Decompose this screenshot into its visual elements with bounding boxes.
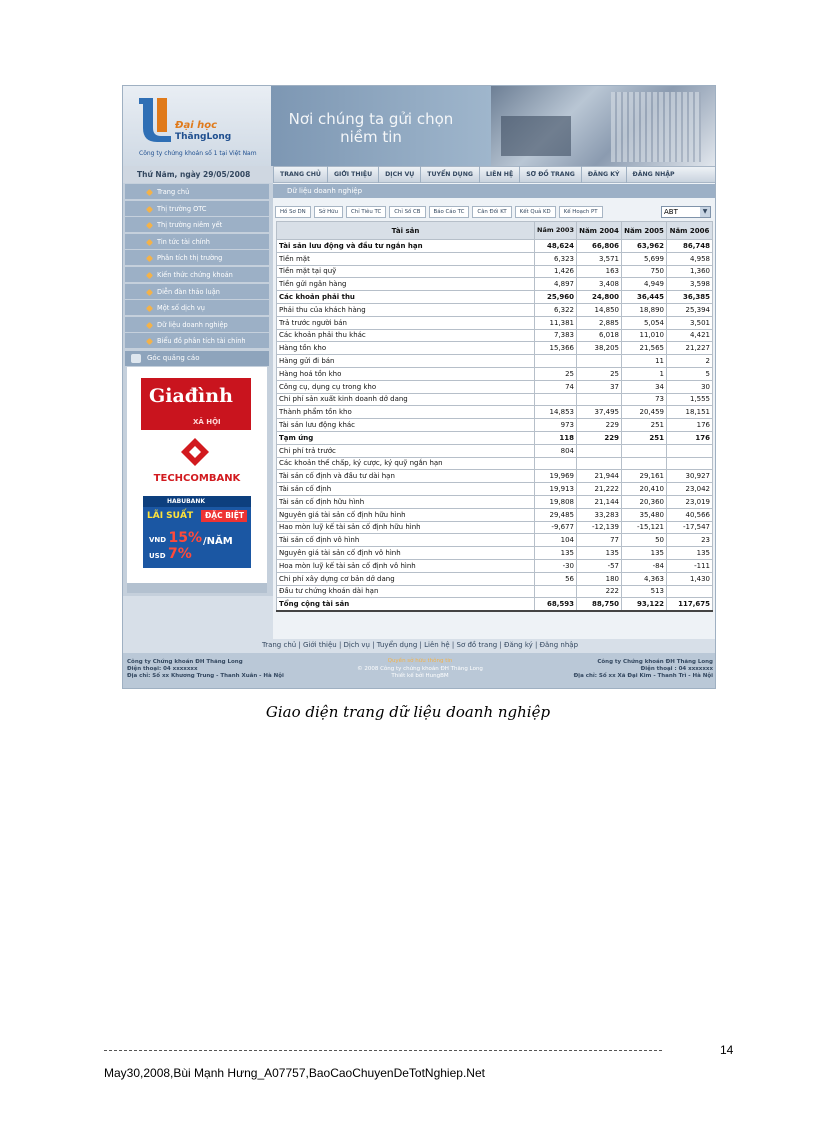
figure-caption: Giao diện trang dữ liệu doanh nghiệp — [265, 703, 551, 721]
sidebar-bottom — [127, 583, 267, 593]
table-row — [277, 278, 713, 291]
value-cell: 229 — [577, 419, 622, 432]
balance-sheet-table — [276, 221, 713, 612]
value-cell: 21,565 — [622, 342, 667, 355]
row-label: Chi phí sản xuất kinh doanh dở dang — [277, 393, 535, 406]
row-label: Tài sản cố định vô hình — [277, 534, 535, 547]
value-cell: 25,960 — [535, 291, 577, 304]
sidebar-item-label: Kiến thức chứng khoán — [157, 271, 233, 279]
table-row — [277, 303, 713, 316]
bullet-icon — [146, 272, 153, 279]
sidebar-item-label: Thị trường niêm yết — [157, 221, 223, 230]
logo-tagline: Công ty chứng khoán số 1 tại Việt Nam — [139, 150, 257, 157]
value-cell: 18,151 — [667, 406, 713, 419]
row-label: Nguyên giá tài sản cố định hữu hình — [277, 508, 535, 521]
row-label: Nguyên giá tài sản cố định vô hình — [277, 547, 535, 560]
value-cell: 14,853 — [535, 406, 577, 419]
separator: | — [532, 641, 540, 649]
sidebar-item[interactable] — [125, 300, 269, 316]
value-cell: 15,366 — [535, 342, 577, 355]
value-cell — [577, 355, 622, 368]
sidebar-item[interactable] — [125, 284, 269, 300]
value-cell: 11,381 — [535, 316, 577, 329]
value-cell: 973 — [535, 419, 577, 432]
report-tab[interactable]: Chỉ Tiêu TC — [346, 206, 386, 218]
table-row — [277, 406, 713, 419]
bullet-icon — [146, 255, 153, 262]
footer-link[interactable]: Liên hệ — [424, 641, 450, 649]
value-cell: -111 — [667, 559, 713, 572]
value-cell — [577, 444, 622, 457]
thanglong-logo-icon — [139, 98, 171, 142]
sidebar-item-label: Trang chủ — [157, 188, 190, 196]
table-row — [277, 534, 713, 547]
row-label: Đầu tư chứng khoán dài hạn — [277, 585, 535, 598]
value-cell: 4,949 — [622, 278, 667, 291]
value-cell: 56 — [535, 572, 577, 585]
value-cell: 25,394 — [667, 303, 713, 316]
bullet-icon — [146, 305, 153, 312]
page-number: 14 — [720, 1043, 734, 1057]
site-footer — [123, 653, 716, 689]
footer-left-line3: Địa chỉ: Số xx Khương Trung - Thanh Xuân - Hà Nội — [127, 673, 284, 679]
table-row — [277, 547, 713, 560]
bullet-icon — [146, 322, 153, 329]
value-cell: 1,360 — [667, 265, 713, 278]
nav-item[interactable]: TRANG CHỦ — [273, 166, 327, 183]
value-cell: 4,421 — [667, 329, 713, 342]
bullet-icon — [146, 222, 153, 229]
ad-usd-rate — [149, 546, 192, 562]
separator: | — [336, 641, 344, 649]
value-cell: 93,122 — [622, 598, 667, 611]
report-tab[interactable]: Chỉ Số CB — [389, 206, 425, 218]
report-tab[interactable]: Kế Hoạch PT — [559, 206, 603, 218]
value-cell: 251 — [622, 431, 667, 444]
table-row — [277, 483, 713, 496]
sidebar-item-label: Phân tích thị trường — [157, 254, 223, 263]
value-cell: 77 — [577, 534, 622, 547]
value-cell: 804 — [535, 444, 577, 457]
row-label: Hao mòn luỹ kế tài sản cố định hữu hình — [277, 521, 535, 534]
ad-giadinh-sub: XÃ HỘI — [193, 418, 221, 426]
table-row — [277, 495, 713, 508]
footer-right-line3: Địa chỉ: Số xx Xã Đại Kim - Thanh Trì - Hà Nội — [573, 673, 713, 679]
value-cell: -84 — [622, 559, 667, 572]
footer-link[interactable]: Đăng nhập — [539, 641, 579, 649]
value-cell: 20,459 — [622, 406, 667, 419]
date-label: Thứ Năm, ngày 29/05/2008 — [123, 166, 273, 183]
value-cell: -9,677 — [535, 521, 577, 534]
value-cell: 21,144 — [577, 495, 622, 508]
value-cell: 118 — [535, 431, 577, 444]
value-cell: 48,624 — [535, 240, 577, 253]
value-cell: 21,227 — [667, 342, 713, 355]
value-cell: 19,808 — [535, 495, 577, 508]
sidebar-item[interactable] — [125, 217, 269, 233]
value-cell: 66,806 — [577, 240, 622, 253]
value-cell: 4,958 — [667, 252, 713, 265]
ad-vnd-label: VND — [149, 536, 167, 544]
value-cell: 135 — [667, 547, 713, 560]
value-cell — [667, 457, 713, 470]
footer-copyright-link[interactable]: Quyền sở hữu thông tin — [387, 658, 453, 664]
value-cell: 38,205 — [577, 342, 622, 355]
table-row — [277, 329, 713, 342]
value-cell: 163 — [577, 265, 622, 278]
row-label: Tiền mặt tại quỹ — [277, 265, 535, 278]
value-cell: 135 — [535, 547, 577, 560]
chevron-down-icon[interactable]: ▼ — [700, 207, 710, 217]
value-cell: 37 — [577, 380, 622, 393]
row-label: Hàng tồn kho — [277, 342, 535, 355]
value-cell: 25 — [577, 367, 622, 380]
column-header: Tài sản — [277, 222, 535, 240]
row-label: Các khoản thế chấp, ký cược, ký quỹ ngắn hạn — [277, 457, 535, 470]
slogan: Nơi chúng ta gửi chọn niềm tin — [288, 110, 454, 146]
row-label: Hàng hoá tồn kho — [277, 367, 535, 380]
table-row — [277, 585, 713, 598]
table-row — [277, 431, 713, 444]
row-label: Tài sản cố định và đầu tư dài hạn — [277, 470, 535, 483]
column-header: Năm 2003 — [535, 222, 577, 240]
bullet-icon — [146, 338, 153, 345]
value-cell: 6,322 — [535, 303, 577, 316]
footer-left-line2: Điện thoại: 04 xxxxxxx — [127, 666, 198, 672]
sidebar-item[interactable] — [125, 317, 269, 333]
separator: | — [417, 641, 425, 649]
footer-link[interactable]: Dịch vụ — [343, 641, 370, 649]
sidebar-item[interactable] — [125, 250, 269, 266]
value-cell: 1,430 — [667, 572, 713, 585]
row-label: Tài sản cố định hữu hình — [277, 495, 535, 508]
value-cell: 73 — [622, 393, 667, 406]
speaker-icon — [131, 354, 141, 363]
value-cell — [535, 585, 577, 598]
table-row — [277, 521, 713, 534]
table-row — [277, 252, 713, 265]
value-cell: 2,885 — [577, 316, 622, 329]
row-label: Các khoản phải thu khác — [277, 329, 535, 342]
ad-vnd-value: 15% — [168, 530, 203, 546]
separator: | — [449, 641, 457, 649]
value-cell — [577, 393, 622, 406]
value-cell: 63,962 — [622, 240, 667, 253]
footer-link[interactable]: Trang chủ — [261, 641, 297, 649]
table-row — [277, 367, 713, 380]
document-footer: May30,2008,Bùi Mạnh Hưng_A07757,BaoCaoChuyenDeTotNghiep.Net — [104, 1066, 485, 1080]
value-cell: 68,593 — [535, 598, 577, 611]
table-row — [277, 265, 713, 278]
row-label: Tạm ứng — [277, 431, 535, 444]
table-row — [277, 598, 713, 611]
value-cell: -17,547 — [667, 521, 713, 534]
report-tab[interactable]: Hồ Sơ DN — [275, 206, 311, 218]
value-cell: 3,571 — [577, 252, 622, 265]
value-cell: 176 — [667, 419, 713, 432]
ad-dac-biet: ĐẶC BIỆT — [201, 510, 247, 522]
row-label: Công cụ, dụng cụ trong kho — [277, 380, 535, 393]
company-select-value: ABT — [664, 208, 678, 216]
value-cell: 117,675 — [667, 598, 713, 611]
ad-vnd-rate — [149, 530, 202, 546]
table-row — [277, 508, 713, 521]
separator: | — [369, 641, 377, 649]
table-row — [277, 457, 713, 470]
value-cell — [535, 457, 577, 470]
value-cell: 36,445 — [622, 291, 667, 304]
value-cell: 88,750 — [577, 598, 622, 611]
value-cell: 1 — [622, 367, 667, 380]
ad-giadinh[interactable] — [141, 378, 251, 430]
value-cell: 30,927 — [667, 470, 713, 483]
row-label: Các khoản phải thu — [277, 291, 535, 304]
sidebar-item[interactable] — [125, 234, 269, 250]
value-cell: -57 — [577, 559, 622, 572]
nav-item[interactable]: ĐĂNG KÝ — [581, 166, 626, 183]
row-label: Hoa mòn luỹ kế tài sản cố định vô hình — [277, 559, 535, 572]
table-header-row — [277, 222, 713, 240]
value-cell: 6,018 — [577, 329, 622, 342]
table-row — [277, 380, 713, 393]
value-cell: 229 — [577, 431, 622, 444]
ad-giadinh-title: Giađình — [149, 385, 233, 407]
value-cell: 4,363 — [622, 572, 667, 585]
table-row — [277, 355, 713, 368]
footer-designer: Thiết kế bởi HungBM — [391, 673, 449, 679]
page-title: Dữ liệu doanh nghiệp — [273, 184, 716, 198]
row-label: Thành phẩm tồn kho — [277, 406, 535, 419]
report-tab[interactable]: Cân Đối KT — [472, 206, 511, 218]
value-cell: 14,850 — [577, 303, 622, 316]
value-cell — [667, 585, 713, 598]
footer-rule — [104, 1050, 662, 1051]
nav-item[interactable]: LIÊN HỆ — [479, 166, 519, 183]
footer-link[interactable]: Tuyển dụng — [376, 641, 418, 649]
footer-link[interactable]: Đăng ký — [504, 641, 533, 649]
ads-title: Góc quảng cáo — [147, 354, 200, 362]
value-cell: 7,383 — [535, 329, 577, 342]
value-cell: 5 — [667, 367, 713, 380]
value-cell: 135 — [577, 547, 622, 560]
value-cell: 2 — [667, 355, 713, 368]
value-cell: 176 — [667, 431, 713, 444]
footer-link[interactable]: Giới thiệu — [303, 641, 337, 649]
row-label: Phải thu của khách hàng — [277, 303, 535, 316]
sidebar-item-label: Thị trường OTC — [157, 204, 207, 213]
bullet-icon — [146, 239, 153, 246]
sidebar-item[interactable] — [125, 201, 269, 217]
footer-middle — [343, 658, 497, 681]
row-label: Hàng gửi đi bán — [277, 355, 535, 368]
site-banner — [123, 86, 716, 166]
value-cell: 19,969 — [535, 470, 577, 483]
value-cell — [535, 355, 577, 368]
ads-header — [125, 351, 269, 366]
sidebar-item-label: Biểu đồ phân tích tài chính — [157, 337, 246, 346]
table-row — [277, 316, 713, 329]
nav-item[interactable]: TUYỂN DỤNG — [420, 166, 479, 183]
bullet-icon — [146, 189, 153, 196]
row-label: Tiền gửi ngân hàng — [277, 278, 535, 291]
techcombank-logo-icon — [181, 438, 209, 466]
row-label: Chi phí xây dựng cơ bản dở dang — [277, 572, 535, 585]
logo-line1: Đại học — [175, 120, 218, 131]
value-cell: 6,323 — [535, 252, 577, 265]
table-row — [277, 444, 713, 457]
value-cell: 29,485 — [535, 508, 577, 521]
separator: | — [497, 641, 505, 649]
row-label: Chi phí trả trước — [277, 444, 535, 457]
ad-usd-label: USD — [149, 552, 166, 560]
value-cell: 23,019 — [667, 495, 713, 508]
value-cell: 36,385 — [667, 291, 713, 304]
table-row — [277, 291, 713, 304]
value-cell: 21,944 — [577, 470, 622, 483]
footer-left-line1: Công ty Chứng khoán ĐH Thăng Long — [127, 659, 243, 665]
table-row — [277, 393, 713, 406]
value-cell: 21,222 — [577, 483, 622, 496]
value-cell: 4,897 — [535, 278, 577, 291]
value-cell: 3,598 — [667, 278, 713, 291]
footer-link[interactable]: Sơ đồ trang — [456, 641, 498, 649]
footer-links — [123, 639, 716, 652]
value-cell: -12,139 — [577, 521, 622, 534]
value-cell: -30 — [535, 559, 577, 572]
value-cell: 3,501 — [667, 316, 713, 329]
sidebar-item-label: Diễn đàn thảo luận — [157, 287, 220, 296]
table-row — [277, 559, 713, 572]
table-row — [277, 470, 713, 483]
table-row — [277, 342, 713, 355]
value-cell: 20,360 — [622, 495, 667, 508]
column-header: Năm 2005 — [622, 222, 667, 240]
row-label: Tài sản lưu động và đầu tư ngắn hạn — [277, 240, 535, 253]
value-cell: 11,010 — [622, 329, 667, 342]
column-header: Năm 2004 — [577, 222, 622, 240]
sidebar-item-label: Dữ liệu doanh nghiệp — [157, 320, 228, 329]
footer-right — [574, 659, 713, 680]
sidebar-item[interactable] — [125, 333, 269, 349]
top-nav — [273, 166, 681, 183]
column-header: Năm 2006 — [667, 222, 713, 240]
value-cell: -15,121 — [622, 521, 667, 534]
banner-photo — [491, 86, 716, 166]
value-cell: 104 — [535, 534, 577, 547]
nav-item[interactable]: SƠ ĐỒ TRANG — [519, 166, 581, 183]
value-cell: 23,042 — [667, 483, 713, 496]
value-cell: 74 — [535, 380, 577, 393]
company-select[interactable] — [661, 206, 711, 218]
value-cell: 37,495 — [577, 406, 622, 419]
ad-techcombank[interactable] — [143, 473, 251, 487]
bullet-icon — [146, 289, 153, 296]
value-cell — [622, 457, 667, 470]
value-cell: 30 — [667, 380, 713, 393]
ad-habubank-title: HABUBANK — [143, 496, 251, 507]
value-cell: 40,566 — [667, 508, 713, 521]
value-cell — [577, 457, 622, 470]
nav-item[interactable]: GIỚI THIỆU — [327, 166, 378, 183]
row-label: Trả trước người bán — [277, 316, 535, 329]
logo-line2: ThăngLong — [175, 132, 232, 142]
footer-right-line1: Công ty Chứng khoán ĐH Thăng Long — [597, 659, 713, 665]
nav-item[interactable]: DỊCH VỤ — [378, 166, 420, 183]
separator: | — [296, 641, 304, 649]
row-label: Tài sản cố định — [277, 483, 535, 496]
footer-right-line2: Điện thoại : 04 xxxxxxx — [640, 666, 713, 672]
value-cell: 180 — [577, 572, 622, 585]
value-cell — [622, 444, 667, 457]
value-cell: 18,890 — [622, 303, 667, 316]
row-label: Tiền mặt — [277, 252, 535, 265]
value-cell: 5,054 — [622, 316, 667, 329]
value-cell: 33,283 — [577, 508, 622, 521]
sidebar-item-label: Tin tức tài chính — [157, 237, 210, 246]
nav-item[interactable]: ĐĂNG NHẬP — [626, 166, 681, 183]
value-cell: 29,161 — [622, 470, 667, 483]
footer-copyright: © 2008 Công ty chứng khoán ĐH Thăng Long — [357, 665, 483, 672]
value-cell: 19,913 — [535, 483, 577, 496]
value-cell: 35,480 — [622, 508, 667, 521]
value-cell: 24,800 — [577, 291, 622, 304]
value-cell: 11 — [622, 355, 667, 368]
report-tabs — [275, 206, 603, 218]
value-cell: 222 — [577, 585, 622, 598]
ad-techcombank-b: BANK — [208, 473, 241, 484]
row-label: Tổng cộng tài sản — [277, 598, 535, 611]
report-tab[interactable]: Sở Hữu — [314, 206, 343, 218]
value-cell: 3,408 — [577, 278, 622, 291]
value-cell: 750 — [622, 265, 667, 278]
sidebar-item[interactable] — [125, 184, 269, 200]
value-cell: 86,748 — [667, 240, 713, 253]
table-row — [277, 419, 713, 432]
value-cell: 513 — [622, 585, 667, 598]
table-row — [277, 240, 713, 253]
ad-usd-value: 7% — [167, 546, 192, 562]
value-cell: 20,410 — [622, 483, 667, 496]
value-cell: 135 — [622, 547, 667, 560]
value-cell: 25 — [535, 367, 577, 380]
sidebar-item[interactable] — [125, 267, 269, 283]
row-label: Tài sản lưu động khác — [277, 419, 535, 432]
table-row — [277, 572, 713, 585]
sidebar-item-label: Một số dịch vụ — [157, 304, 205, 313]
value-cell: 1,426 — [535, 265, 577, 278]
value-cell: 50 — [622, 534, 667, 547]
value-cell: 23 — [667, 534, 713, 547]
value-cell — [535, 393, 577, 406]
report-tab[interactable]: Báo Cáo TC — [429, 206, 470, 218]
ad-habubank[interactable] — [143, 496, 251, 568]
footer-left — [127, 659, 284, 680]
value-cell: 5,699 — [622, 252, 667, 265]
value-cell — [667, 444, 713, 457]
website-screenshot — [122, 85, 716, 689]
ad-lai-suat: LÃI SUẤT — [147, 511, 194, 521]
report-tab[interactable]: Kết Quả KD — [515, 206, 556, 218]
value-cell: 34 — [622, 380, 667, 393]
ad-nam: /NĂM — [203, 536, 233, 547]
ad-techcombank-a: TECHCOM — [153, 473, 209, 484]
value-cell: 251 — [622, 419, 667, 432]
value-cell: 1,555 — [667, 393, 713, 406]
bullet-icon — [146, 206, 153, 213]
